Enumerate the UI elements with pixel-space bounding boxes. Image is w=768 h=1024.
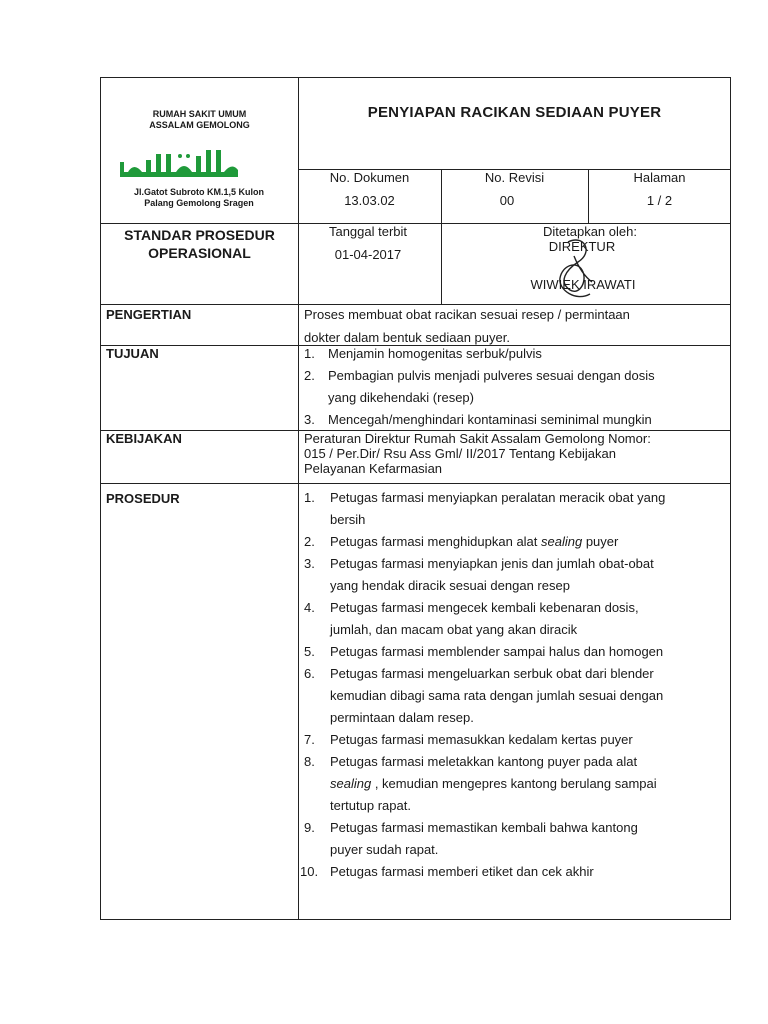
pengertian-line-1: Proses membuat obat racikan sesuai resep / permintaan <box>304 307 630 322</box>
list-text: Petugas farmasi memastikan kembali bahwa kantong <box>330 820 638 835</box>
list-item <box>304 343 724 365</box>
no-revisi-value: 00 <box>499 193 515 208</box>
list-text-cont: , kemudian mengepres kantong berulang sampai <box>371 776 657 791</box>
tujuan-label: TUJUAN <box>106 346 159 361</box>
no-revisi-label: No. Revisi <box>484 170 545 185</box>
pengertian-line-2: dokter dalam bentuk sediaan puyer. <box>304 330 510 345</box>
list-number: 1. <box>304 490 315 505</box>
section-divider-prosedur <box>100 483 731 484</box>
halaman-label: Halaman <box>633 170 686 185</box>
ditetapkan-label: Ditetapkan oleh: <box>543 224 637 239</box>
document-title: PENYIAPAN RACIKAN SEDIAAN PUYER <box>367 104 662 121</box>
kebijakan-line-2: 015 / Per.Dir/ Rsu Ass Gml/ II/2017 Tentang Kebijakan <box>304 446 616 461</box>
prosedur-list <box>300 487 728 883</box>
list-number: 1. <box>304 346 315 361</box>
hospital-name: RUMAH SAKIT UMUM ASSALAM GEMOLONG <box>149 109 250 130</box>
list-item <box>300 553 728 597</box>
list-text: Menjamin homogenitas serbuk/pulvis <box>328 346 542 361</box>
list-item <box>300 663 728 729</box>
list-text-cont: permintaan dalam resep. <box>330 710 474 725</box>
kebijakan-line-1: Peraturan Direktur Rumah Sakit Assalam Gemolong Nomor: <box>304 431 651 446</box>
list-number: 2. <box>304 534 315 549</box>
list-item <box>300 861 728 883</box>
list-text: Petugas farmasi mengecek kembali kebenaran dosis, <box>330 600 639 615</box>
list-item <box>300 751 728 817</box>
list-text: Petugas farmasi memblender sampai halus dan homogen <box>330 644 664 659</box>
list-text-cont: puyer sudah rapat. <box>330 842 439 857</box>
sop-label: STANDAR PROSEDUR OPERASIONAL <box>124 227 275 261</box>
list-item <box>304 365 724 409</box>
list-text-cont: tertutup rapat. <box>330 798 411 813</box>
no-dokumen-value: 13.03.02 <box>344 193 395 208</box>
list-text: Mencegah/menghindari kontaminasi seminimal mungkin <box>328 412 652 427</box>
list-text-italic: sealing <box>330 776 372 791</box>
list-item <box>300 531 728 553</box>
list-number: 7. <box>304 732 315 747</box>
list-item <box>300 487 728 531</box>
director-signature <box>548 236 608 304</box>
list-item <box>304 409 724 431</box>
pengertian-label: PENGERTIAN <box>106 307 192 322</box>
hospital-address: Jl.Gatot Subroto KM.1,5 Kulon Palang Gemolong Sragen <box>134 187 264 208</box>
kebijakan-label: KEBIJAKAN <box>106 431 182 446</box>
list-text: Pembagian pulvis menjadi pulveres sesuai dengan dosis <box>328 368 655 383</box>
list-text: Petugas farmasi meletakkan kantong puyer pada alat <box>330 754 638 769</box>
list-number: 2. <box>304 368 315 383</box>
tanggal-value: 01-04-2017 <box>334 247 402 262</box>
list-item <box>300 817 728 861</box>
list-text-cont: yang dikehendaki (resep) <box>328 390 474 405</box>
list-text: Petugas farmasi memasukkan kedalam kertas puyer <box>330 732 633 747</box>
list-text: Petugas farmasi memberi etiket dan cek akhir <box>330 864 594 879</box>
nama-direktur: WIWIEK IRAWATI <box>530 277 636 292</box>
list-text-cont: bersih <box>330 512 366 527</box>
no-dokumen-label: No. Dokumen <box>329 170 410 185</box>
list-item <box>300 597 728 641</box>
jabatan: DIREKTUR <box>548 239 616 254</box>
tujuan-list <box>304 343 724 431</box>
hospital-logo <box>116 146 246 182</box>
signature-icon <box>548 236 608 304</box>
list-number: 5. <box>304 644 315 659</box>
list-text-cont: jumlah, dan macam obat yang akan diracik <box>330 622 578 637</box>
assalam-logo-icon <box>116 146 246 182</box>
list-text-cont: kemudian dibagi sama rata dengan jumlah sesuai dengan <box>330 688 664 703</box>
list-item <box>300 641 728 663</box>
list-text-cont: yang hendak diracik sesuai dengan resep <box>330 578 570 593</box>
list-text: Petugas farmasi menyiapkan jenis dan jumlah obat-obat <box>330 556 654 571</box>
list-text-tail: puyer <box>582 534 619 549</box>
kebijakan-text <box>304 431 724 476</box>
list-number: 9. <box>304 820 315 835</box>
list-text: Petugas farmasi menyiapkan peralatan meracik obat yang <box>330 490 666 505</box>
list-number: 4. <box>304 600 315 615</box>
list-number: 3. <box>304 556 315 571</box>
list-text: Petugas farmasi menghidupkan alat <box>330 534 542 549</box>
list-number: 8. <box>304 754 315 769</box>
list-item <box>300 729 728 751</box>
tanggal-label: Tanggal terbit <box>328 224 408 239</box>
halaman-value: 1 / 2 <box>646 193 673 208</box>
list-number: 3. <box>304 412 315 427</box>
kebijakan-line-3: Pelayanan Kefarmasian <box>304 461 443 476</box>
list-text-italic: sealing <box>541 534 583 549</box>
date-col-divider <box>441 223 442 305</box>
list-text: Petugas farmasi mengeluarkan serbuk obat dari blender <box>330 666 654 681</box>
prosedur-label: PROSEDUR <box>106 491 180 506</box>
list-number: 6. <box>304 666 315 681</box>
list-number: 10. <box>300 864 319 879</box>
